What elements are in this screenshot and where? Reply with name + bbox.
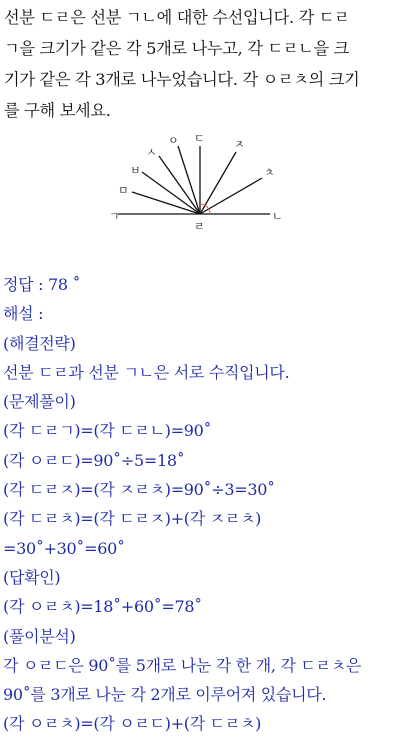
- angle-figure: [108, 128, 308, 238]
- label-s: ㅅ: [146, 146, 157, 159]
- label-g: ㄱ: [109, 210, 120, 223]
- problem-line: 를 구해 보세요.: [4, 101, 111, 120]
- label-r: ㄹ: [194, 220, 205, 233]
- answer-line: (해결전략): [3, 333, 76, 353]
- ray-m: [132, 192, 200, 214]
- problem-line: 선분 ㄷㄹ은 선분 ㄱㄴ에 대한 수선입니다. 각 ㄷㄹ: [4, 8, 350, 27]
- label-o: ㅇ: [168, 134, 179, 147]
- answer-line: (문제풀이): [3, 392, 76, 412]
- answer-line: 각 ㅇㄹㄷ은 90˚를 5개로 나눈 각 한 개, 각 ㄷㄹㅊ은: [3, 655, 362, 675]
- answer-line: (각 ㄷㄹㄱ)=(각 ㄷㄹㄴ)=90˚: [3, 421, 212, 441]
- answer-line: =30˚+30˚=60˚: [3, 538, 125, 558]
- ray-b: [142, 172, 200, 214]
- label-m: ㅁ: [118, 184, 129, 197]
- problem-line: ㄱ을 크기가 같은 각 5개로 나누고, 각 ㄷㄹㄴ을 크: [4, 39, 350, 58]
- ray-s: [159, 156, 200, 214]
- answer-line: (풀이분석): [3, 626, 76, 646]
- answer-line: 선분 ㄷㄹ과 선분 ㄱㄴ은 서로 수직입니다.: [3, 362, 290, 382]
- problem-line: 기가 같은 각 3개로 나누었습니다. 각 ㅇㄹㅊ의 크기: [4, 70, 360, 89]
- label-n: ㄴ: [272, 210, 283, 223]
- answer-line: 해설 :: [3, 304, 44, 324]
- answer-line: 정답 : 78 ˚: [3, 275, 81, 294]
- label-b: ㅂ: [130, 164, 141, 177]
- label-j: ㅈ: [234, 138, 245, 151]
- ray-o: [178, 146, 200, 214]
- answer-line: (각 ㅇㄹㄷ)=90˚÷5=18˚: [3, 450, 185, 470]
- answer-line: 90˚를 3개로 나눈 각 2개로 이루어져 있습니다.: [3, 685, 327, 705]
- answer-section: [3, 270, 398, 739]
- problem-text: [4, 2, 398, 126]
- label-ch: ㅊ: [264, 166, 275, 179]
- answer-line: (각 ㅇㄹㅊ)=18˚+60˚=78˚: [3, 597, 202, 617]
- answer-line: (각 ㅇㄹㅊ)=(각 ㅇㄹㄷ)+(각 ㄷㄹㅊ): [3, 714, 262, 734]
- label-d: ㄷ: [194, 132, 205, 145]
- ray-j: [200, 152, 236, 214]
- ray-ch: [200, 178, 262, 214]
- answer-line: (답확인): [3, 567, 61, 587]
- answer-line: (각 ㄷㄹㅈ)=(각 ㅈㄹㅊ)=90˚÷3=30˚: [3, 480, 275, 500]
- answer-line: (각 ㄷㄹㅊ)=(각 ㄷㄹㅈ)+(각 ㅈㄹㅊ): [3, 509, 262, 529]
